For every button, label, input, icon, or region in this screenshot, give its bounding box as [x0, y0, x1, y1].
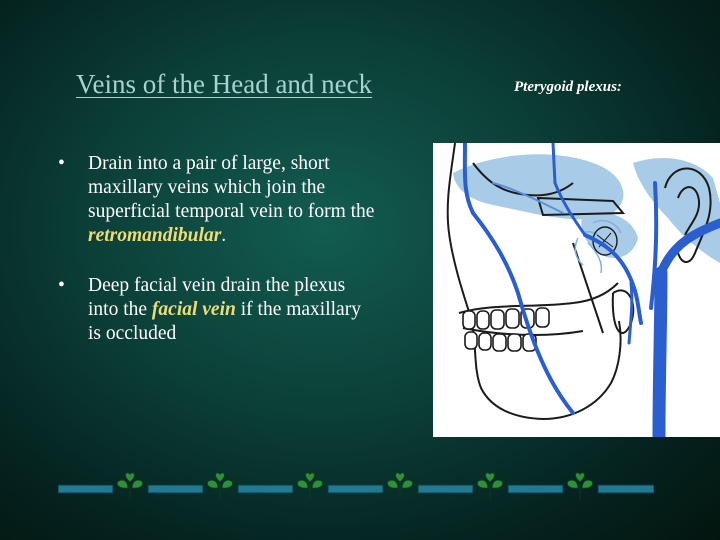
highlighted-term: facial vein: [151, 299, 236, 320]
bullet-marker: •: [58, 153, 65, 174]
bullet-item: [58, 274, 378, 346]
leaf-ornament-icon: [567, 473, 593, 499]
figure-title: Pterygoid plexus:: [514, 79, 622, 95]
ornament-bar: [508, 485, 563, 493]
highlighted-term: retromandibular: [88, 225, 222, 246]
footer-ornament: [58, 472, 654, 502]
bullet-marker: •: [58, 275, 65, 296]
ornament-bar: [148, 485, 203, 493]
leaf-ornament-icon: [297, 473, 323, 499]
ornament-bar: [58, 485, 113, 493]
bullet-text: Deep facial vein drain the plexus into the: [88, 275, 346, 320]
bullet-text-end: if the maxillary is occluded: [88, 299, 361, 344]
ornament-bar: [598, 485, 654, 493]
bullet-text-end: .: [221, 225, 227, 246]
leaf-ornament-icon: [387, 473, 413, 499]
ornament-bar: [418, 485, 473, 493]
leaf-ornament-icon: [477, 473, 503, 499]
bullet-item: [58, 152, 378, 248]
ornament-bar: [238, 485, 293, 493]
slide-title: Veins of the Head and neck: [76, 69, 373, 99]
skull-veins-illustration: [433, 143, 720, 437]
leaf-ornament-icon: [207, 473, 233, 499]
bullet-list: [58, 152, 378, 346]
bullet-text: Drain into a pair of large, short maxillary veins which join the superficial temporal vein to form the: [88, 153, 375, 222]
ornament-bar: [328, 485, 383, 493]
leaf-ornament-icon: [117, 473, 143, 499]
anatomy-figure: [433, 143, 720, 437]
